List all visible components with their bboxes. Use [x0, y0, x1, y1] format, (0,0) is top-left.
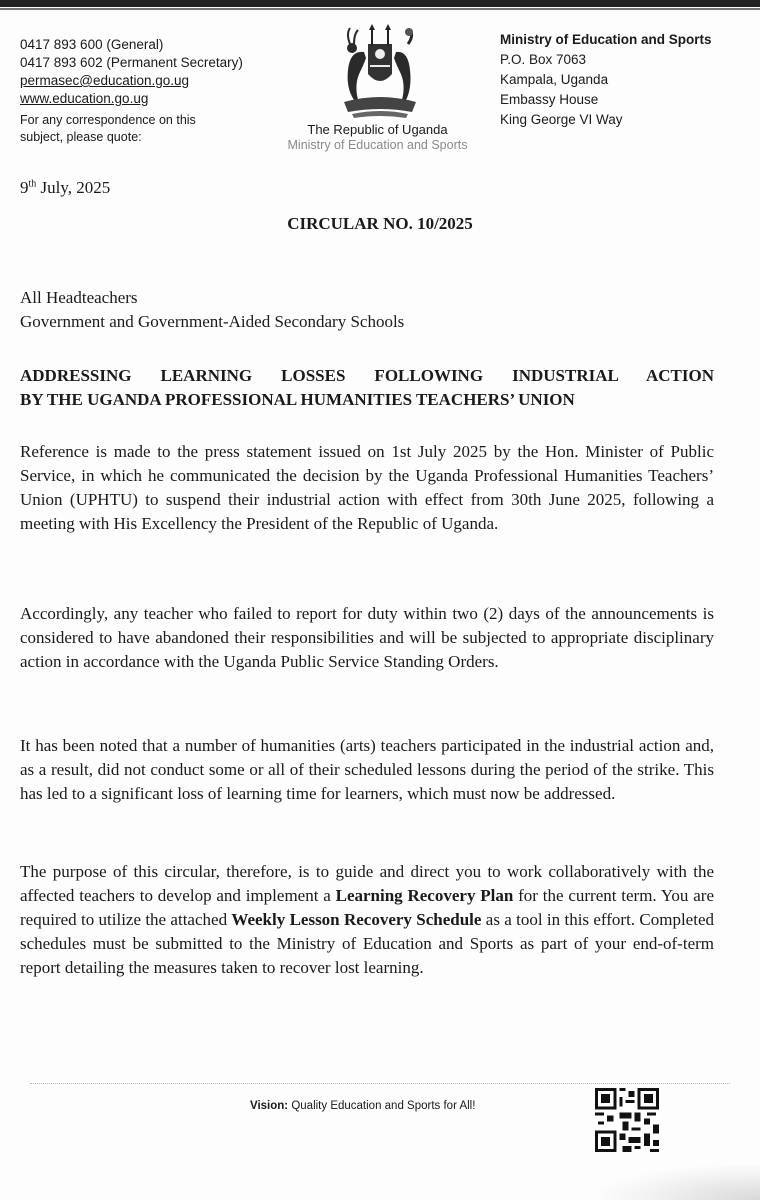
paragraph-2: Accordingly, any teacher who failed to report for duty within two (2) days of the announcements is considered to have abandoned their responsibilities and will be subjected to appropriate disciplinary action in accordance with the Uganda Public Service Standing Orders. — [20, 604, 714, 671]
letter-date: 9th July, 2025 — [20, 178, 111, 197]
qr-code-icon[interactable] — [595, 1088, 659, 1152]
circular-number: CIRCULAR NO. 10/2025 — [287, 214, 473, 233]
phone-permanent-secretary: 0417 893 602 (Permanent Secretary) — [20, 55, 243, 70]
ministry-subtitle: Ministry of Education and Sports — [287, 138, 468, 152]
subject-heading: ADDRESSING LEARNING LOSSES FOLLOWING INDUSTRIAL ACTION BY THE UGANDA PROFESSIONAL HUMANITIES TEACHERS’ UNION — [20, 366, 714, 409]
republic-title: The Republic of Uganda — [307, 122, 448, 137]
addressee: All Headteachers Government and Government-Aided Secondary Schools — [20, 288, 405, 331]
vision-statement: Vision: Quality Education and Sports for All! — [250, 1100, 476, 1112]
address-block — [500, 30, 712, 130]
street: King George VI Way — [500, 112, 623, 127]
city: Kampala, Uganda — [500, 72, 609, 87]
paragraph-4: The purpose of this circular, therefore, is to guide and direct you to work collaboratively with the affected teachers to develop and implement a Learning Recovery Plan for the current term. You are required to utilize the attached Weekly Lesson Recovery Schedule as a tool in this effort. Completed schedules must be submitted to the Ministry of Education and Sports as part of your end-of-term report detailing the measures taken to recover lost learning. — [20, 862, 714, 977]
paragraph-1: Reference is made to the press statement issued on 1st July 2025 by the Hon. Minister of Public Service, in which he communicated the decision by the Uganda Professional Humanities Teachers’ Union (UPHTU) to suspend their industrial action with effect from 30th June 2025, following a meeting with His Excellency the President of the Republic of Uganda. — [20, 442, 714, 533]
page-curl-shadow — [600, 1165, 760, 1200]
email-link[interactable]: permasec@education.go.ug — [20, 73, 190, 88]
website-link[interactable]: www.education.go.ug — [20, 91, 149, 106]
contact-block — [20, 36, 243, 146]
ministry-name: Ministry of Education and Sports — [500, 32, 712, 47]
correspondence-note: For any correspondence on this subject, please quote: — [20, 113, 196, 144]
top-border-thin — [0, 8, 760, 10]
phone-general: 0417 893 600 (General) — [20, 37, 164, 52]
footer-divider — [30, 1083, 730, 1085]
paragraph-3: It has been noted that a number of humanities (arts) teachers participated in the industrial action and, as a result, did not conduct some or all of their scheduled lessons during the period of the strike. This has led to a significant loss of learning time for learners, which must now be addressed. — [20, 736, 714, 803]
po-box: P.O. Box 7063 — [500, 52, 587, 67]
coat-of-arms-icon — [320, 22, 440, 122]
top-border — [0, 0, 760, 7]
building: Embassy House — [500, 92, 599, 107]
